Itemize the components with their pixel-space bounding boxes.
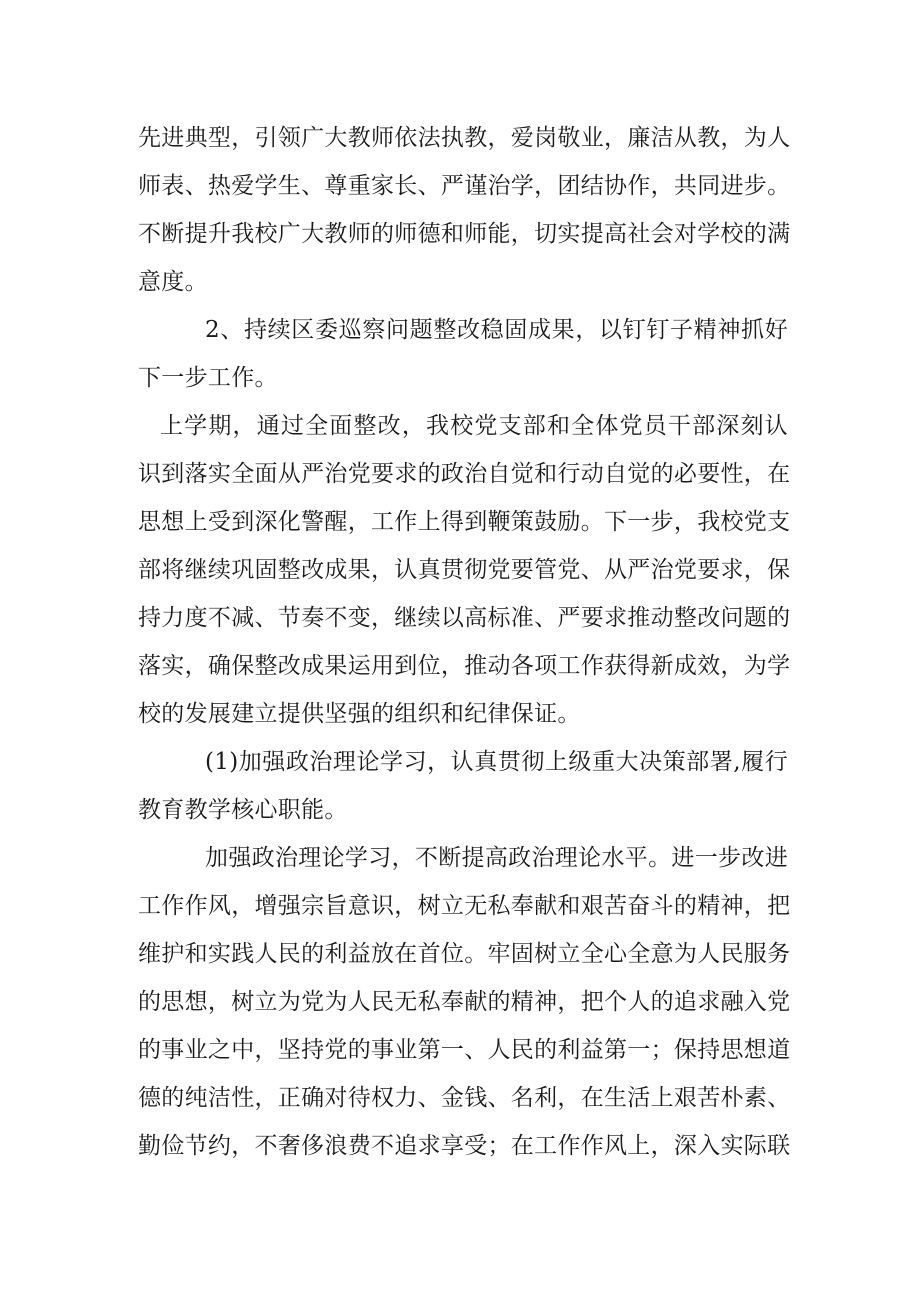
text-line: 的事业之中，坚持党的事业第一、人民的利益第一；保持思想道	[138, 1037, 791, 1063]
text-line: 的思想，树立为党为人民无私奉献的精神，把个人的追求融入党	[138, 989, 791, 1015]
heading-line: 2、持续区委巡察问题整改稳固成果，以钉钉子精神抓好	[205, 317, 788, 343]
heading-line: 教育教学核心职能。	[138, 797, 348, 823]
text-line: 持力度不减、节奏不变，继续以高标准、严要求推动整改问题的	[138, 605, 791, 631]
text-line: 意度。	[138, 269, 208, 295]
text-line: 识到落实全面从严治党要求的政治自觉和行动自觉的必要性，在	[138, 461, 791, 487]
text-line: 师表、热爱学生、尊重家长、严谨治学，团结协作，共同进步。	[138, 173, 791, 199]
text-line: 校的发展建立提供坚强的组织和纪律保证。	[138, 701, 581, 727]
text-line: 勤俭节约，不奢侈浪费不追求享受；在工作作风上，深入实际联	[138, 1133, 791, 1159]
text-line: 部将继续巩固整改成果，认真贯彻党要管党、从严治党要求，保	[138, 557, 791, 583]
text-line: 先进典型，引领广大教师依法执教，爱岗敬业，廉洁从教，为人	[138, 125, 791, 151]
text-line: 上学期，通过全面整改，我校党支部和全体党员干部深刻认	[160, 413, 788, 439]
text-line: 加强政治理论学习，不断提高政治理论水平。进一步改进	[205, 845, 788, 871]
heading-line: 下一步工作。	[138, 365, 278, 391]
text-line: 工作作风，增强宗旨意识，树立无私奉献和艰苦奋斗的精神，把	[138, 893, 791, 919]
text-line: 落实，确保整改成果运用到位，推动各项工作获得新成效，为学	[138, 653, 791, 679]
text-line: 不断提升我校广大教师的师德和师能，切实提高社会对学校的满	[138, 221, 791, 247]
text-line: 思想上受到深化警醒，工作上得到鞭策鼓励。下一步，我校党支	[138, 509, 791, 535]
text-line: 德的纯洁性，正确对待权力、金钱、名利，在生活上艰苦朴素、	[138, 1085, 791, 1111]
heading-line: (1)加强政治理论学习，认真贯彻上级重大决策部署,履行	[205, 749, 788, 775]
text-line: 维护和实践人民的利益放在首位。牢固树立全心全意为人民服务	[138, 941, 791, 967]
